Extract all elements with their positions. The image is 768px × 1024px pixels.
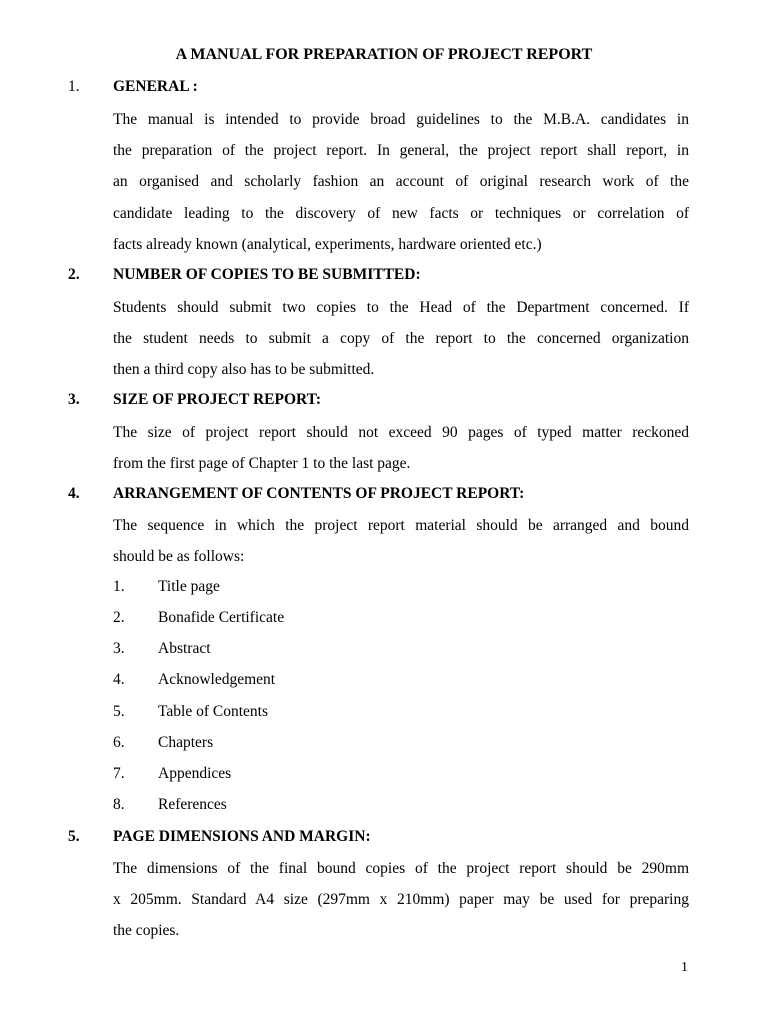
text-line: an organised and scholarly fashion an account of original research work of the	[113, 173, 689, 191]
list-item: Title page	[158, 578, 220, 595]
list-item-number: 4.	[113, 671, 125, 688]
list-item-number: 3.	[113, 640, 125, 657]
text-line: the preparation of the project report. In general, the project report shall report, in	[113, 142, 689, 160]
list-item-number: 6.	[113, 734, 125, 751]
section-heading-size: SIZE OF PROJECT REPORT:	[113, 391, 322, 408]
text-line: the student needs to submit a copy of the report to the concerned organization	[113, 330, 689, 348]
list-item: Appendices	[158, 765, 232, 782]
section-heading-copies: NUMBER OF COPIES TO BE SUBMITTED:	[113, 266, 421, 283]
section-body-general	[113, 104, 689, 260]
text-line: from the first page of Chapter 1 to the last page.	[113, 455, 411, 473]
section-body-dimensions	[113, 853, 689, 947]
section-heading-dimensions: PAGE DIMENSIONS AND MARGIN:	[113, 828, 371, 845]
list-item: References	[158, 796, 227, 813]
section-number: 3.	[68, 391, 80, 408]
text-line: the copies.	[113, 922, 180, 940]
section-number: 4.	[68, 485, 80, 502]
list-item-number: 7.	[113, 765, 125, 782]
list-item: Table of Contents	[158, 703, 268, 720]
section-heading-general: GENERAL :	[113, 78, 198, 95]
section-body-arrangement	[113, 510, 689, 572]
list-item: Acknowledgement	[158, 671, 276, 688]
text-line: Students should submit two copies to the Head of the Department concerned. If	[113, 299, 689, 316]
list-item-number: 1.	[113, 578, 125, 595]
section-number: 1.	[68, 78, 80, 95]
text-line: facts already known (analytical, experiments, hardware oriented etc.)	[113, 235, 542, 253]
section-number: 5.	[68, 828, 80, 845]
section-number: 2.	[68, 266, 80, 283]
list-item-number: 5.	[113, 703, 125, 720]
section-heading-arrangement: ARRANGEMENT OF CONTENTS OF PROJECT REPORT:	[113, 485, 525, 502]
list-item: Bonafide Certificate	[158, 609, 285, 626]
text-line: The sequence in which the project report material should be arranged and bound	[113, 517, 689, 534]
list-item-number: 2.	[113, 609, 125, 626]
text-line: The dimensions of the final bound copies of the project report should be 290mm	[113, 860, 689, 877]
text-line: should be as follows:	[113, 548, 245, 566]
text-line: The manual is intended to provide broad guidelines to the M.B.A. candidates in	[113, 111, 689, 128]
list-item-number: 8.	[113, 796, 125, 813]
section-body-size	[113, 417, 689, 479]
text-line: candidate leading to the discovery of new facts or techniques or correlation of	[113, 204, 689, 222]
text-line: The size of project report should not exceed 90 pages of typed matter reckoned	[113, 424, 689, 441]
text-line: x 205mm. Standard A4 size (297mm x 210mm) paper may be used for preparing	[113, 891, 689, 909]
document-title: A MANUAL FOR PREPARATION OF PROJECT REPORT	[175, 46, 593, 63]
list-item: Abstract	[158, 640, 211, 657]
list-item: Chapters	[158, 734, 214, 751]
page-number: 1	[681, 960, 688, 975]
text-line: then a third copy also has to be submitted.	[113, 361, 375, 379]
section-body-copies	[113, 292, 689, 386]
